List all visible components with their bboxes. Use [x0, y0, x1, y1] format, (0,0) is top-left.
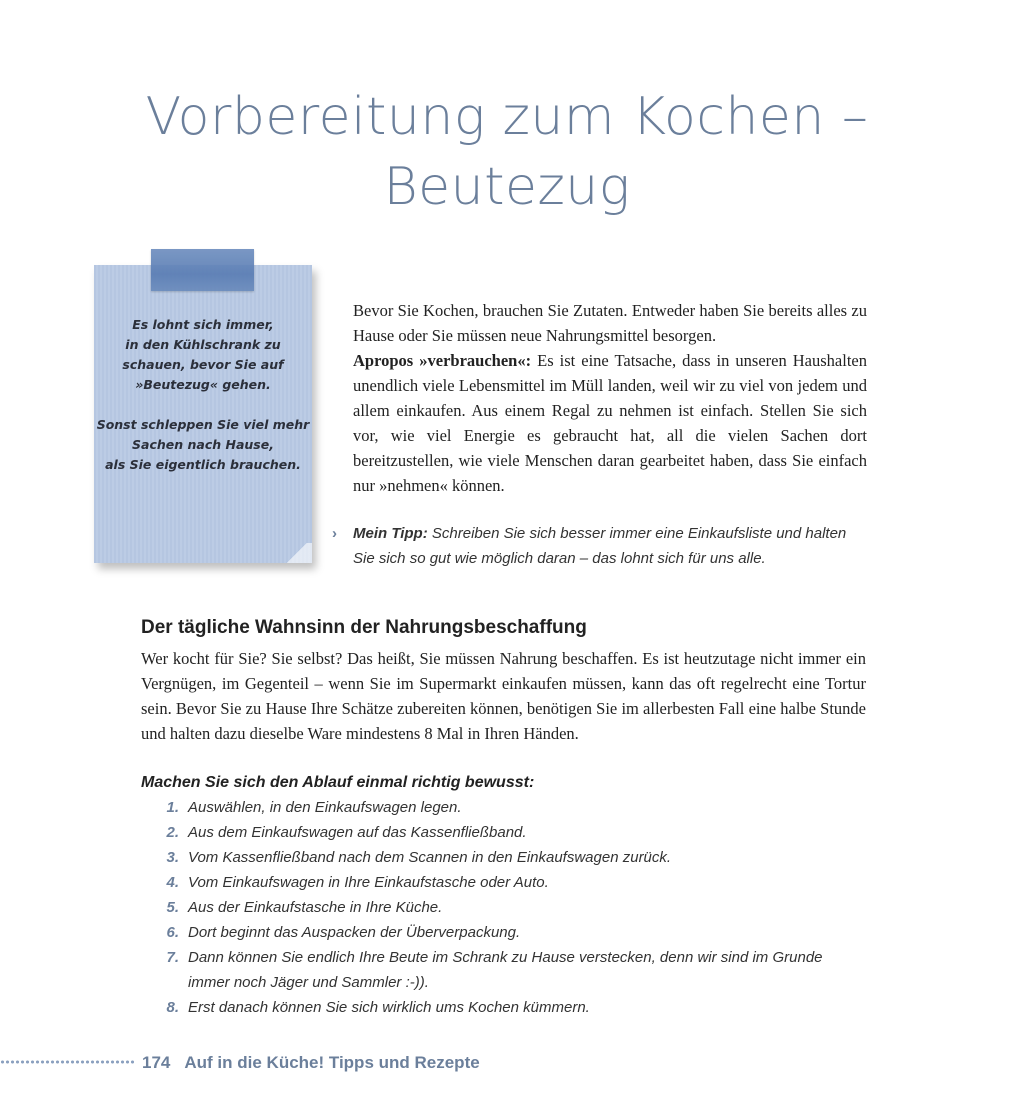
list-item	[141, 845, 861, 870]
steps-list	[141, 795, 861, 1020]
note-line: Es lohnt sich immer,	[132, 317, 274, 332]
tape-strip	[151, 249, 254, 291]
list-item-text: Dann können Sie endlich Ihre Beute im Schrank zu Hause verstecken, denn wir sind im Grunde immer noch Jäger und Sammler :-)).	[188, 949, 823, 991]
list-number: 2.	[166, 824, 179, 841]
tip-body	[353, 521, 872, 571]
list-lead: Machen Sie sich den Ablauf einmal richtig bewusst:	[141, 774, 535, 791]
list-item-text: Auswählen, in den Einkaufswagen legen.	[188, 799, 462, 816]
list-item	[141, 920, 861, 945]
note-line: schauen, bevor Sie auf	[122, 357, 284, 372]
list-number: 7.	[166, 949, 179, 966]
note-spacer	[94, 395, 312, 415]
intro-paragraph	[353, 298, 867, 498]
note-line: in den Kühlschrank zu	[125, 337, 281, 352]
list-item	[141, 995, 861, 1020]
note-line: »Beutezug« gehen.	[135, 377, 271, 392]
page-number: 174	[142, 1053, 171, 1072]
intro-text: Bevor Sie Kochen, brauchen Sie Zutaten. Entweder haben Sie bereits alles zu Hause oder Sie müssen neue Nahrungsmittel besorgen.	[353, 301, 867, 345]
list-item-text: Erst danach können Sie sich wirklich ums Kochen kümmern.	[188, 999, 590, 1016]
list-item	[141, 945, 861, 995]
list-number: 4.	[166, 874, 179, 891]
list-item	[141, 795, 861, 820]
page-title	[0, 82, 1014, 222]
list-number: 1.	[166, 799, 179, 816]
section-body: Wer kocht für Sie? Sie selbst? Das heißt, Sie müssen Nahrung beschaffen. Es ist heutzutage nicht immer ein Vergnügen, im Gegenteil – wenn Sie im Supermarkt einkaufen müssen, kann das oft regelrecht eine Tortur sein. Bevor Sie zu Hause Ihre Schätze zubereiten können, benötigen Sie im allerbesten Fall eine halbe Stunde und halten dazu dieselbe Ware mindestens 8 Mal in Ihren Händen.	[141, 649, 866, 743]
tip-text: Schreiben Sie sich besser immer eine Einkaufsliste und halten Sie sich so gut wie möglich daran – das lohnt sich für uns alle.	[353, 525, 847, 567]
intro-bold-lead: Apropos »verbrauchen«:	[353, 351, 532, 370]
list-item-text: Aus dem Einkaufswagen auf das Kassenfließband.	[188, 824, 527, 841]
intro-text-continued: Es ist eine Tatsache, dass in unseren Haushalten unendlich viele Lebensmittel im Müll landen, weil wir zu viel von jedem und allem einkaufen. Aus einem Regal zu nehmen ist einfach. Stellen Sie sich vor, wie viel Energie es gebraucht hat, all die vielen Sachen dort bereitzustellen, wie viele Menschen daran gearbeitet haben, dass Sie einfach nur »nehmen« können.	[353, 351, 867, 495]
list-item-text: Vom Kassenfließband nach dem Scannen in den Einkaufswagen zurück.	[188, 849, 672, 866]
page-title-line-1: Vorbereitung zum Kochen –	[145, 87, 869, 147]
sticky-note-text	[94, 315, 312, 475]
list-item	[141, 870, 861, 895]
tip-label: Mein Tipp:	[353, 525, 428, 542]
list-number: 8.	[166, 999, 179, 1016]
list-item	[141, 820, 861, 845]
note-line: Sachen nach Hause,	[132, 437, 274, 452]
note-line: als Sie eigentlich brauchen.	[105, 457, 301, 472]
list-item	[141, 895, 861, 920]
chevron-right-icon: ›	[332, 525, 337, 542]
note-line: Sonst schleppen Sie viel mehr	[96, 417, 310, 432]
list-number: 5.	[166, 899, 179, 916]
tip-box	[332, 521, 872, 571]
list-item-text: Dort beginnt das Auspacken der Überverpackung.	[188, 924, 521, 941]
section-heading: Der tägliche Wahnsinn der Nahrungsbeschaffung	[141, 617, 587, 638]
list-item-text: Aus der Einkaufstasche in Ihre Küche.	[188, 899, 443, 916]
list-number: 3.	[166, 849, 179, 866]
page-title-line-2: Beutezug	[383, 157, 631, 217]
list-item-text: Vom Einkaufswagen in Ihre Einkaufstasche oder Auto.	[188, 874, 549, 891]
page-footer	[142, 1050, 480, 1076]
chapter-title: Auf in die Küche! Tipps und Rezepte	[184, 1053, 480, 1072]
footer-dot-rule	[0, 1059, 136, 1067]
list-number: 6.	[166, 924, 179, 941]
